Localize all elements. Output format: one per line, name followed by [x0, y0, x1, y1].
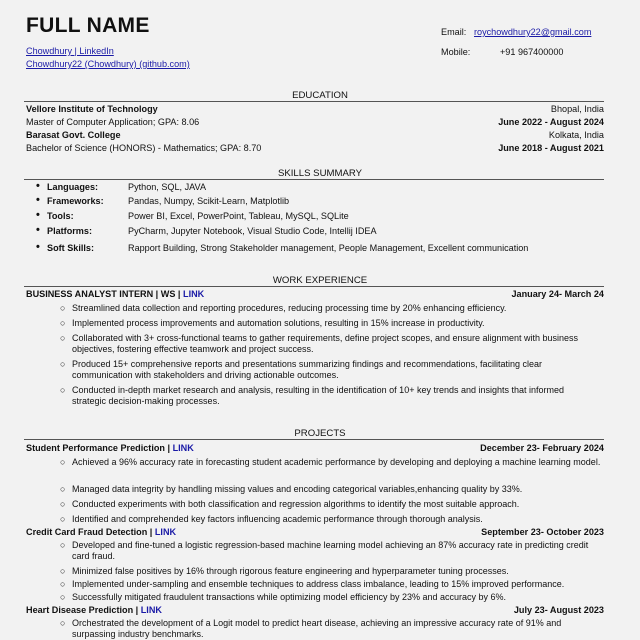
- email-label: Email:: [441, 27, 467, 37]
- circle-bullet-icon: ○: [60, 592, 66, 602]
- project-link-1[interactable]: LINK: [172, 443, 194, 453]
- project-bullet: ○ Developed and fine-tuned a logistic regression-based machine learning model achieving an 87% accuracy rate in predicting credit card fraud.: [60, 540, 589, 561]
- project-bullet: ○ Minimized false positives by 16% through rigorous feature engineering and hyperparameter tuning processes.: [60, 566, 509, 576]
- work-link[interactable]: LINK: [183, 289, 205, 299]
- skill-value-soft: Rapport Building, Strong Stakeholder management, People Management, Excellent communication: [128, 243, 529, 253]
- edu-school-1: Vellore Institute of Technology: [26, 104, 158, 114]
- skill-label-platforms: • Platforms:: [36, 224, 92, 236]
- project-dates-1: December 23- February 2024: [480, 443, 604, 453]
- projects-heading: PROJECTS: [294, 428, 346, 439]
- edu-school-2: Barasat Govt. College: [26, 130, 121, 140]
- projects-divider: [24, 439, 604, 440]
- project-dates-3: July 23- August 2023: [513, 605, 604, 615]
- project-dates-2: September 23- October 2023: [481, 527, 604, 537]
- edu-dates-1: June 2022 - August 2024: [498, 117, 604, 127]
- bullet-dot-icon: •: [36, 180, 40, 192]
- project-bullet: ○ Successfully mitigated fraudulent transactions while optimizing model efficiency by 23% and accuracy by 6%.: [60, 592, 507, 602]
- circle-bullet-icon: ○: [60, 333, 66, 343]
- bullet-dot-icon: •: [36, 224, 40, 236]
- project-link-2[interactable]: LINK: [154, 527, 177, 537]
- edu-dates-2: June 2018 - August 2021: [498, 143, 604, 153]
- circle-bullet-icon: ○: [60, 579, 66, 589]
- project-link-3[interactable]: LINK: [140, 605, 162, 615]
- project-title-2: Credit Card Fraud Detection | LINK: [26, 527, 177, 537]
- project-bullet: ○ Implemented under-sampling and ensemble techniques to address class imbalance, leading to 15% improved performance.: [60, 579, 565, 589]
- skill-value-platforms: PyCharm, Jupyter Notebook, Visual Studio Code, Intellij IDEA: [128, 226, 377, 236]
- circle-bullet-icon: ○: [60, 540, 66, 550]
- circle-bullet-icon: ○: [60, 566, 66, 576]
- skill-label-languages: • Languages:: [36, 180, 99, 192]
- circle-bullet-icon: ○: [60, 514, 66, 524]
- bullet-dot-icon: •: [36, 194, 40, 206]
- skill-label-tools: • Tools:: [36, 209, 74, 221]
- circle-bullet-icon: ○: [60, 618, 66, 628]
- work-bullet: ○ Collaborated with 3+ cross-functional teams to gather requirements, define project scopes, and ensure alignment with business objectives, fostering effective teamwork and project success.: [60, 333, 579, 354]
- work-bullet: ○ Conducted in-depth market research and analysis, resulting in the identification of 10+ key trends and insights that informed strategic decision-making processes.: [60, 385, 565, 406]
- work-bullet: ○ Produced 15+ comprehensive reports and presentations summarizing findings and recommendations, facilitating clear communication with stakeholders and driving actionable outcomes.: [60, 359, 543, 380]
- project-bullet: ○ Orchestrated the development of a Logit model to predict heart disease, achieving an impressive accuracy rate of 91% and surpassing industry benchmarks.: [60, 618, 562, 639]
- circle-bullet-icon: ○: [60, 318, 66, 328]
- skill-label-frameworks: • Frameworks:: [36, 194, 104, 206]
- circle-bullet-icon: ○: [60, 484, 66, 494]
- skill-value-tools: Power BI, Excel, PowerPoint, Tableau, MySQL, SQLite: [128, 211, 349, 221]
- circle-bullet-icon: ○: [60, 499, 66, 509]
- education-divider: [24, 101, 604, 102]
- edu-degree-2: Bachelor of Science (HONORS) - Mathematics; GPA: 8.70: [26, 143, 262, 153]
- linkedin-link[interactable]: Chowdhury | LinkedIn: [26, 46, 114, 56]
- work-bullet: ○ Implemented process improvements and automation solutions, resulting in 15% increase in productivity.: [60, 318, 485, 328]
- circle-bullet-icon: ○: [60, 385, 66, 395]
- work-title: BUSINESS ANALYST INTERN | WS | LINK: [26, 289, 205, 299]
- bullet-dot-icon: •: [36, 241, 40, 253]
- mobile-label: Mobile:: [441, 47, 471, 57]
- github-link[interactable]: Chowdhury22 (Chowdhury) (github.com): [26, 59, 190, 69]
- edu-location-2: Kolkata, India: [548, 130, 604, 140]
- work-bullet: ○ Streamlined data collection and reporting procedures, reducing processing time by 20% enhancing efficiency.: [60, 303, 507, 313]
- work-divider: [24, 286, 604, 287]
- project-bullet: ○ Achieved a 96% accuracy rate in forecasting student academic performance by developing and deploying a machine learning model.: [60, 457, 601, 467]
- email-link[interactable]: roychowdhury22@gmail.com: [474, 27, 592, 37]
- edu-degree-1: Master of Computer Application; GPA: 8.06: [26, 117, 200, 127]
- edu-location-1: Bhopal, India: [550, 104, 604, 114]
- education-heading: EDUCATION: [292, 90, 348, 101]
- project-bullet: ○ Conducted experiments with both classification and regression algorithms to identify the most suitable approach.: [60, 499, 520, 509]
- project-title-1: Student Performance Prediction | LINK: [26, 443, 194, 453]
- work-heading: WORK EXPERIENCE: [272, 275, 368, 286]
- work-dates: January 24- March 24: [511, 289, 604, 299]
- skills-divider: [24, 179, 604, 180]
- skill-value-languages: Python, SQL, JAVA: [128, 182, 207, 192]
- skills-heading: SKILLS SUMMARY: [277, 168, 363, 179]
- mobile-number: +91 967400000: [500, 47, 564, 57]
- circle-bullet-icon: ○: [60, 303, 66, 313]
- circle-bullet-icon: ○: [60, 457, 66, 467]
- project-bullet: ○ Managed data integrity by handling missing values and encoding categorical variables,enhancing quality by 33%.: [60, 484, 523, 494]
- project-title-3: Heart Disease Prediction | LINK: [26, 605, 162, 615]
- full-name: FULL NAME: [26, 14, 150, 37]
- circle-bullet-icon: ○: [60, 359, 66, 369]
- project-bullet: ○ Identified and comprehended key factors influencing academic performance through thorough analysis.: [60, 514, 483, 524]
- bullet-dot-icon: •: [36, 209, 40, 221]
- skill-label-soft: • Soft Skills:: [36, 241, 94, 253]
- skill-value-frameworks: Pandas, Numpy, Scikit-Learn, Matplotlib: [128, 196, 290, 206]
